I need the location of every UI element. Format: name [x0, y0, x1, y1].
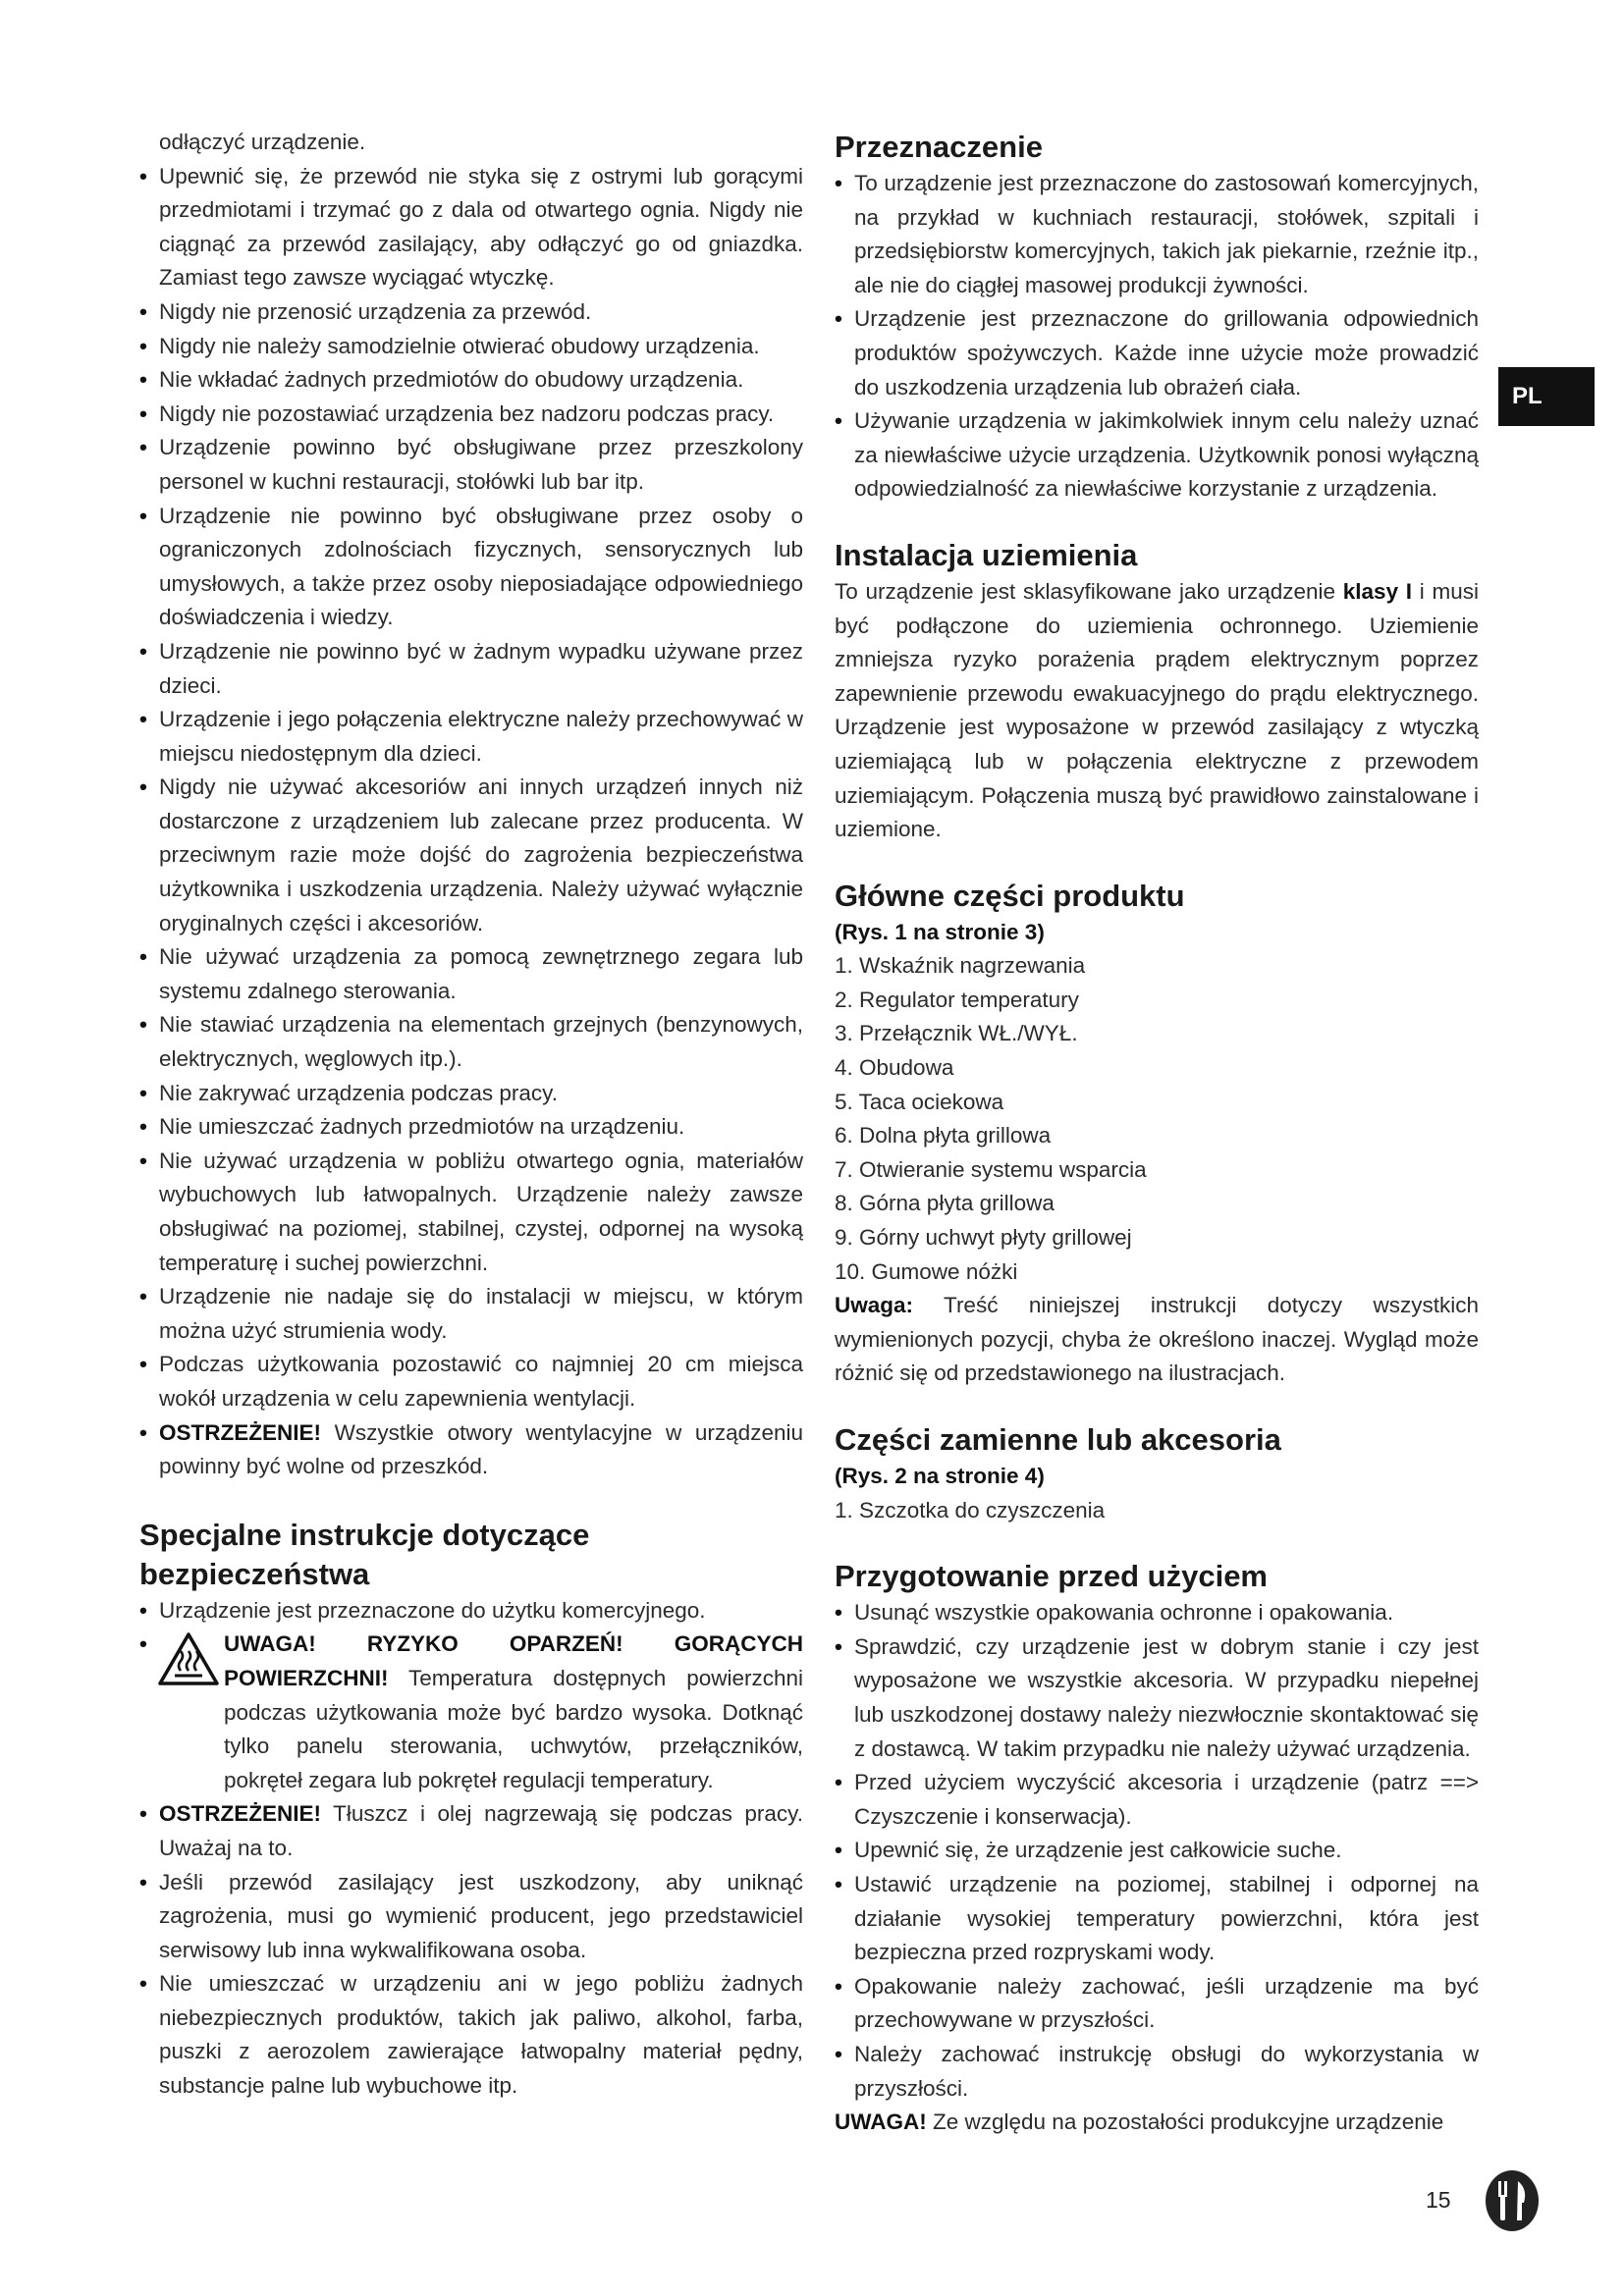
part-item: 2. Regulator temperatury [835, 987, 1079, 1012]
left-column [139, 126, 803, 2104]
list-item: • Nie wkładać żadnych przedmiotów do obudowy urządzenia. [139, 363, 803, 398]
preparation-title: Przygotowanie przed użyciem [835, 1559, 1268, 1594]
main-parts-list [835, 949, 1479, 1289]
spare-part-item: 1. Szczotka do czyszczenia [835, 1497, 1106, 1522]
ventilation-warning [139, 1416, 803, 1484]
purpose-title: Przeznaczenie [835, 130, 1043, 164]
part-item: 10. Gumowe nóżki [835, 1258, 1018, 1284]
part-item: 7. Otwieranie systemu wsparcia [835, 1156, 1147, 1182]
list-item: • Nigdy nie używać akcesoriów ani innych urządzeń innych niż dostarczone z urządzeniem lub zalecane przez producenta. W przeciwnym razie może dojść do zagrożenia bezpieczeństwa użytkownika i uszkodzenia urządzenia. Należy używać wyłącznie oryginalnych części i akcesoriów. [139, 771, 803, 940]
list-item: • Nie zakrywać urządzenia podczas pracy. [139, 1077, 803, 1111]
part-item: 1. Wskaźnik nagrzewania [835, 953, 1086, 979]
warning-text: Tłuszcz i olej nagrzewają się podczas pracy. Uważaj na to. [159, 1801, 803, 1860]
list-item: • Urządzenie powinno być obsługiwane przez przeszkolony personel w kuchni restauracji, stołówki lub bar itp. [139, 431, 803, 499]
purpose-list [835, 167, 1479, 507]
ventilation-warning-list [139, 1416, 803, 1484]
list-item: • Używanie urządzenia w jakimkolwiek innym celu należy uznać za niewłaściwe użycie urządzenia. Użytkownik ponosi wyłączną odpowiedzialność za niewłaściwe korzystanie z urządzenia. [835, 404, 1479, 507]
language-tab: PL [1498, 367, 1595, 426]
note [835, 1289, 1479, 1391]
part-item: 6. Dolna płyta grillowa [835, 1123, 1052, 1148]
hot-surface-warning-icon [157, 1631, 220, 1686]
special-safety-title: Specjalne instrukcje dotyczące bezpieczeństwa [139, 1517, 590, 1591]
list-item: • Nie umieszczać w urządzeniu ani w jego pobliżu żadnych niebezpiecznych produktów, takich jak paliwo, alkohol, farba, puszki z aerozolem zawierające łatwopalny materiał pędny, substancje palne lub wybuchowe itp. [139, 1967, 803, 2103]
grounding-title: Instalacja uziemienia [835, 537, 1138, 572]
warning-label: OSTRZEŻENIE! [159, 1801, 322, 1827]
preparation-list [835, 1596, 1479, 2106]
main-parts-title: Główne części produktu [835, 878, 1185, 913]
list-item: • Urządzenie nie powinno być obsługiwane przez osoby o ograniczonych zdolnościach fizycznych, sensorycznych lub umysłowych, a także przez osoby nieposiadające odpowiedniego doświadczenia i wiedzy. [139, 500, 803, 635]
spare-parts-title: Części zamienne lub akcesoria [835, 1422, 1281, 1457]
grounding-text [835, 575, 1479, 847]
list-item: • Jeśli przewód zasilający jest uszkodzony, aby uniknąć zagrożenia, musi go wymienić producent, jego przedstawiciel serwisowy lub inna wykwalifikowana osoba. [139, 1866, 803, 1968]
list-item: • Urządzenie i jego połączenia elektryczne należy przechowywać w miejscu niedostępnym dla dzieci. [139, 703, 803, 771]
warning-text: Wszystkie otwory wentylacyjne w urządzeniu powinny być wolne od przeszkód. [159, 1419, 803, 1479]
main-parts-ref: (Rys. 1 na stronie 3) [835, 919, 1045, 944]
hot-surface-warning [139, 1628, 803, 1797]
warning-label: OSTRZEŻENIE! [159, 1419, 322, 1445]
list-item: • Urządzenie jest przeznaczone do użytku komercyjnego. [139, 1594, 803, 1629]
final-note [835, 2106, 1479, 2140]
note-label: Uwaga: [835, 1293, 914, 1318]
list-item: • Upewnić się, że przewód nie styka się z ostrymi lub gorącymi przedmiotami i trzymać go z dala od otwartego ognia. Nigdy nie ciągnąć za przewód zasilający, aby odłączyć go od gniazdka. Zamiast tego zawsze wyciągać wtyczkę. [139, 160, 803, 295]
safety-list [139, 126, 803, 1416]
grounding-text-a: To urządzenie jest sklasyfikowane jako urządzenie [835, 578, 1343, 604]
hot-surface-label: UWAGA! RYZYKO OPARZEŃ! GORĄCYCH POWIERZCHNI! [224, 1631, 803, 1690]
list-item: • Sprawdzić, czy urządzenie jest w dobrym stanie i czy jest wyposażone we wszystkie akcesoria. W przypadku niepełnej lub uszkodzonej dostawy należy niezwłocznie skontaktować się z dostawcą. W takim przypadku nie należy używać urządzenia. [835, 1630, 1479, 1766]
note-text: Treść niniejszej instrukcji dotyczy wszystkich wymienionych pozycji, chyba że określono inaczej. Wygląd może różnić się od przedstawionego na ilustracjach. [835, 1293, 1479, 1386]
part-item: 9. Górny uchwyt płyty grillowej [835, 1225, 1132, 1251]
list-item: • Nie używać urządzenia w pobliżu otwartego ognia, materiałów wybuchowych lub łatwopalnych. Urządzenie należy zawsze obsługiwać na poziomej, stabilnej, czystej, odpornej na wysoką temperaturę i suchej powierzchni. [139, 1145, 803, 1280]
part-item: 4. Obudowa [835, 1055, 954, 1081]
part-item: 8. Górna płyta grillowa [835, 1191, 1055, 1216]
special-safety-list [139, 1594, 803, 2104]
cutlery-logo-icon [1485, 2169, 1540, 2232]
list-item: • Podczas użytkowania pozostawić co najmniej 20 cm miejsca wokół urządzenia w celu zapewnienia wentylacji. [139, 1348, 803, 1415]
list-item: • Nigdy nie pozostawiać urządzenia bez nadzoru podczas pracy. [139, 398, 803, 432]
hot-surface-text: Temperatura dostępnych powierzchni podczas użytkowania może być bardzo wysoka. Dotknąć tylko panelu sterowania, uchwytów, przełączników, pokręteł zegara lub pokręteł regulacji temperatury. [224, 1665, 803, 1792]
list-item: • Nie stawiać urządzenia na elementach grzejnych (benzynowych, elektrycznych, węglowych itp.). [139, 1008, 803, 1076]
list-item: • Opakowanie należy zachować, jeśli urządzenie ma być przechowywane w przyszłości. [835, 1970, 1479, 2038]
list-item: • Należy zachować instrukcję obsługi do wykorzystania w przyszłości. [835, 2038, 1479, 2106]
list-item: • Nigdy nie przenosić urządzenia za przewód. [139, 295, 803, 330]
part-item: 3. Przełącznik WŁ./WYŁ. [835, 1021, 1078, 1046]
final-note-label: UWAGA! [835, 2109, 927, 2135]
final-note-text: Ze względu na pozostałości produkcyjne urządzenie [926, 2109, 1444, 2135]
right-column [835, 128, 1479, 2140]
list-item: • Nigdy nie należy samodzielnie otwierać obudowy urządzenia. [139, 330, 803, 364]
list-item: odłączyć urządzenie. [159, 130, 366, 154]
part-item: 5. Taca ociekowa [835, 1089, 1004, 1114]
list-item: • Usunąć wszystkie opakowania ochronne i opakowania. [835, 1596, 1479, 1630]
list-item: • Urządzenie nie nadaje się do instalacji w miejscu, w którym można użyć strumienia wody. [139, 1280, 803, 1348]
list-item: • Nie używać urządzenia za pomocą zewnętrznego zegara lub systemu zdalnego sterowania. [139, 940, 803, 1008]
list-item: • Nie umieszczać żadnych przedmiotów na urządzeniu. [139, 1110, 803, 1145]
list-item: • Urządzenie nie powinno być w żadnym wypadku używane przez dzieci. [139, 635, 803, 703]
list-item: • Ustawić urządzenie na poziomej, stabilnej i odpornej na działanie wysokiej temperatury powierzchni, która jest bezpieczna przed rozpryskami wody. [835, 1868, 1479, 1970]
spare-parts-ref: (Rys. 2 na stronie 4) [835, 1464, 1045, 1488]
list-item: • To urządzenie jest przeznaczone do zastosowań komercyjnych, na przykład w kuchniach restauracji, stołówek, szpitali i przedsiębiorstw komercyjnych, takich jak piekarnie, rzeźnie itp., ale nie do ciągłej masowej produkcji żywności. [835, 167, 1479, 302]
list-item: • Przed użyciem wyczyścić akcesoria i urządzenie (patrz ==> Czyszczenie i konserwacja). [835, 1766, 1479, 1834]
list-item: • Urządzenie jest przeznaczone do grillowania odpowiednich produktów spożywczych. Każde inne użycie może prowadzić do uszkodzenia urządzenia lub obrażeń ciała. [835, 302, 1479, 404]
list-item: • Upewnić się, że urządzenie jest całkowicie suche. [835, 1834, 1479, 1868]
grease-warning [139, 1797, 803, 1865]
class-label: klasy I [1342, 578, 1413, 604]
grounding-text-b: i musi być podłączone do uziemienia ochronnego. Uziemienie zmniejsza ryzyko porażenia prądem elektrycznym poprzez zapewnienie przewodu ewakuacyjnego do prądu elektrycznego. Urządzenie jest wyposażone w przewód zasilający z wtyczką uziemiającą lub w połączenia elektryczne z przewodem uziemiającym. Połączenia muszą być prawidłowo zainstalowane i uziemione. [835, 578, 1479, 842]
page-number: 15 [1426, 2187, 1451, 2213]
